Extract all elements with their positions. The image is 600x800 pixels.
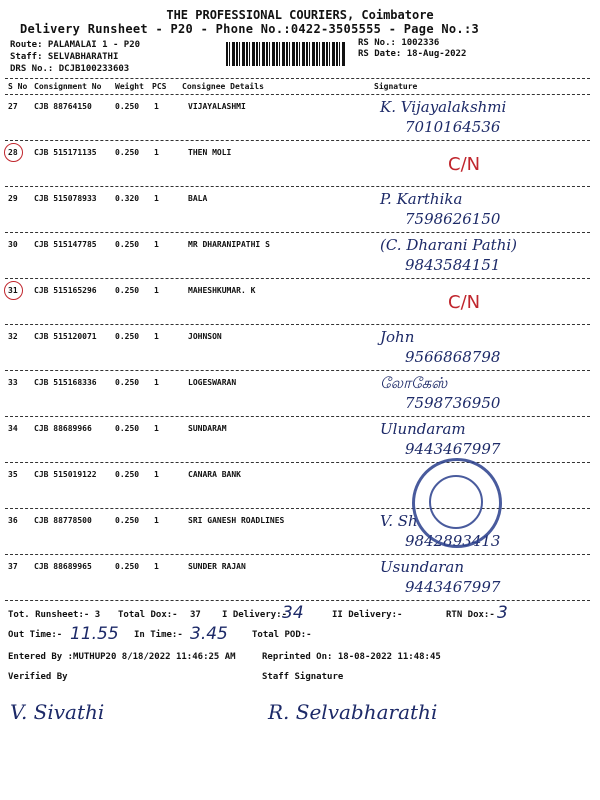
- row-signature-name: லோகேஸ்: [380, 374, 448, 392]
- row-weight: 0.250: [115, 102, 140, 111]
- row-pcs: 1: [154, 148, 159, 157]
- col-sno: S No: [8, 82, 28, 91]
- out-time-label: Out Time:-: [8, 630, 63, 640]
- entered-by: Entered By :MUTHUP20 8/18/2022 11:46:25 AM: [8, 652, 236, 662]
- row-signature-cn: C/N: [448, 154, 481, 175]
- annotation-circle-28: [4, 143, 23, 162]
- row-signature-name: John: [380, 328, 415, 346]
- row-consignee: VIJAYALASHMI: [188, 102, 246, 111]
- row-consignee: MAHESHKUMAR. K: [188, 286, 256, 295]
- row-pcs: 1: [154, 332, 159, 341]
- total-dox-value: 37: [190, 610, 201, 620]
- out-time-value: 11.55: [70, 624, 119, 644]
- company-title: THE PROFESSIONAL COURIERS, Coimbatore: [166, 8, 434, 22]
- rs-number: RS No.: 1002336: [358, 38, 440, 48]
- row-pcs: 1: [154, 424, 159, 433]
- row-consignment-no: CJB 88689965: [34, 562, 92, 571]
- row-weight: 0.250: [115, 378, 140, 387]
- row-consignment-no: CJB 515019122: [34, 470, 97, 479]
- row-signature-name: P. Karthika: [380, 190, 463, 208]
- row-consignee: SUNDARAM: [188, 424, 227, 433]
- row-signature-cn: C/N: [448, 292, 481, 313]
- row-pcs: 1: [154, 470, 159, 479]
- row-pcs: 1: [154, 378, 159, 387]
- row-divider: [5, 600, 590, 601]
- total-dox-label: Total Dox:-: [118, 610, 178, 620]
- row-signature-phone: 9443467997: [405, 440, 501, 458]
- row-consignment-no: CJB 515120071: [34, 332, 97, 341]
- rtn-dox-label: RTN Dox:-: [446, 610, 495, 620]
- row-divider: [5, 508, 590, 509]
- row-sno: 28: [8, 148, 18, 157]
- staff-signature: R. Selvabharathi: [268, 700, 438, 724]
- row-consignee: BALA: [188, 194, 208, 203]
- barcode: [226, 42, 346, 66]
- i-delivery-label: I Delivery:-: [222, 610, 288, 620]
- row-signature-name: K. Vijayalakshmi: [380, 98, 507, 116]
- row-divider: [5, 140, 590, 141]
- row-pcs: 1: [154, 102, 159, 111]
- col-signature: Signature: [374, 82, 418, 91]
- row-consignee: MR DHARANIPATHI S: [188, 240, 270, 249]
- row-weight: 0.250: [115, 470, 140, 479]
- rtn-dox-value: 3: [497, 603, 508, 623]
- row-consignment-no: CJB 515168336: [34, 378, 97, 387]
- row-sno: 27: [8, 102, 18, 111]
- row-signature-name: Usundaran: [380, 558, 464, 576]
- row-signature-phone: 9843584151: [405, 256, 501, 274]
- row-consignment-no: CJB 88778500: [34, 516, 92, 525]
- ii-delivery-label: II Delivery:-: [332, 610, 403, 620]
- row-sno: 31: [8, 286, 18, 295]
- row-divider: [5, 278, 590, 279]
- row-signature-name: (C. Dharani Pathi): [380, 236, 517, 254]
- row-divider: [5, 324, 590, 325]
- row-signature-name: V. Sh: [380, 512, 418, 530]
- row-weight: 0.250: [115, 332, 140, 341]
- row-weight: 0.250: [115, 286, 140, 295]
- row-consignment-no: CJB 515165296: [34, 286, 97, 295]
- verified-signature: V. Sivathi: [10, 700, 105, 724]
- annotation-circle-31: [4, 281, 23, 300]
- row-sno: 29: [8, 194, 18, 203]
- row-consignment-no: CJB 515078933: [34, 194, 97, 203]
- row-divider: [5, 554, 590, 555]
- runsheet-title: Delivery Runsheet - P20 - Phone No.:0422-3505555 - Page No.:3: [20, 22, 480, 36]
- route-label: Route: PALAMALAI 1 - P20: [10, 40, 141, 50]
- row-divider: [5, 232, 590, 233]
- tot-runsheet: Tot. Runsheet:- 3: [8, 610, 101, 620]
- row-weight: 0.250: [115, 424, 140, 433]
- row-consignment-no: CJB 88689966: [34, 424, 92, 433]
- row-signature-phone: 9566868798: [405, 348, 501, 366]
- in-time-label: In Time:-: [134, 630, 183, 640]
- row-consignment-no: CJB 88764150: [34, 102, 92, 111]
- rs-date: RS Date: 18-Aug-2022: [358, 49, 467, 59]
- row-weight: 0.320: [115, 194, 140, 203]
- row-consignee: SRI GANESH ROADLINES: [188, 516, 285, 525]
- row-sno: 33: [8, 378, 18, 387]
- reprinted-on: Reprinted On: 18-08-2022 11:48:45: [262, 652, 441, 662]
- row-signature-phone: 7598626150: [405, 210, 501, 228]
- row-consignment-no: CJB 515171135: [34, 148, 97, 157]
- row-weight: 0.250: [115, 516, 140, 525]
- col-pcs: PCS: [152, 82, 167, 91]
- row-signature-name: Ulundaram: [380, 420, 466, 438]
- row-divider: [5, 186, 590, 187]
- delivery-stamp: [412, 458, 502, 548]
- staff-label: Staff: SELVABHARATHI: [10, 52, 119, 62]
- verified-by-label: Verified By: [8, 672, 68, 682]
- row-pcs: 1: [154, 286, 159, 295]
- i-delivery-value: 34: [282, 603, 304, 623]
- row-divider: [5, 370, 590, 371]
- in-time-value: 3.45: [190, 624, 228, 644]
- row-consignee: THEN MOLI: [188, 148, 232, 157]
- row-signature-phone: 7010164536: [405, 118, 501, 136]
- col-consignee: Consignee Details: [182, 82, 264, 91]
- row-signature-phone: 9842893413: [405, 532, 501, 550]
- header-bottom-rule: [5, 94, 590, 95]
- drs-number: DRS No.: DCJB100233603: [10, 64, 130, 74]
- row-pcs: 1: [154, 240, 159, 249]
- row-sno: 36: [8, 516, 18, 525]
- row-weight: 0.250: [115, 240, 140, 249]
- row-consignee: CANARA BANK: [188, 470, 241, 479]
- row-consignee: SUNDER RAJAN: [188, 562, 246, 571]
- row-sno: 34: [8, 424, 18, 433]
- row-weight: 0.250: [115, 562, 140, 571]
- row-consignee: LOGESWARAN: [188, 378, 237, 387]
- row-sno: 30: [8, 240, 18, 249]
- row-pcs: 1: [154, 194, 159, 203]
- row-divider: [5, 462, 590, 463]
- row-signature-phone: 7598736950: [405, 394, 501, 412]
- staff-signature-label: Staff Signature: [262, 672, 344, 682]
- row-sno: 37: [8, 562, 18, 571]
- row-pcs: 1: [154, 562, 159, 571]
- row-weight: 0.250: [115, 148, 140, 157]
- row-divider: [5, 416, 590, 417]
- col-consignment: Consignment No: [34, 82, 102, 91]
- total-pod-label: Total POD:-: [252, 630, 312, 640]
- row-consignee: JOHNSON: [188, 332, 222, 341]
- header-top-rule: [5, 78, 590, 79]
- row-signature-phone: 9443467997: [405, 578, 501, 596]
- row-sno: 35: [8, 470, 18, 479]
- col-weight: Weight: [115, 82, 144, 91]
- row-sno: 32: [8, 332, 18, 341]
- row-consignment-no: CJB 515147785: [34, 240, 97, 249]
- row-pcs: 1: [154, 516, 159, 525]
